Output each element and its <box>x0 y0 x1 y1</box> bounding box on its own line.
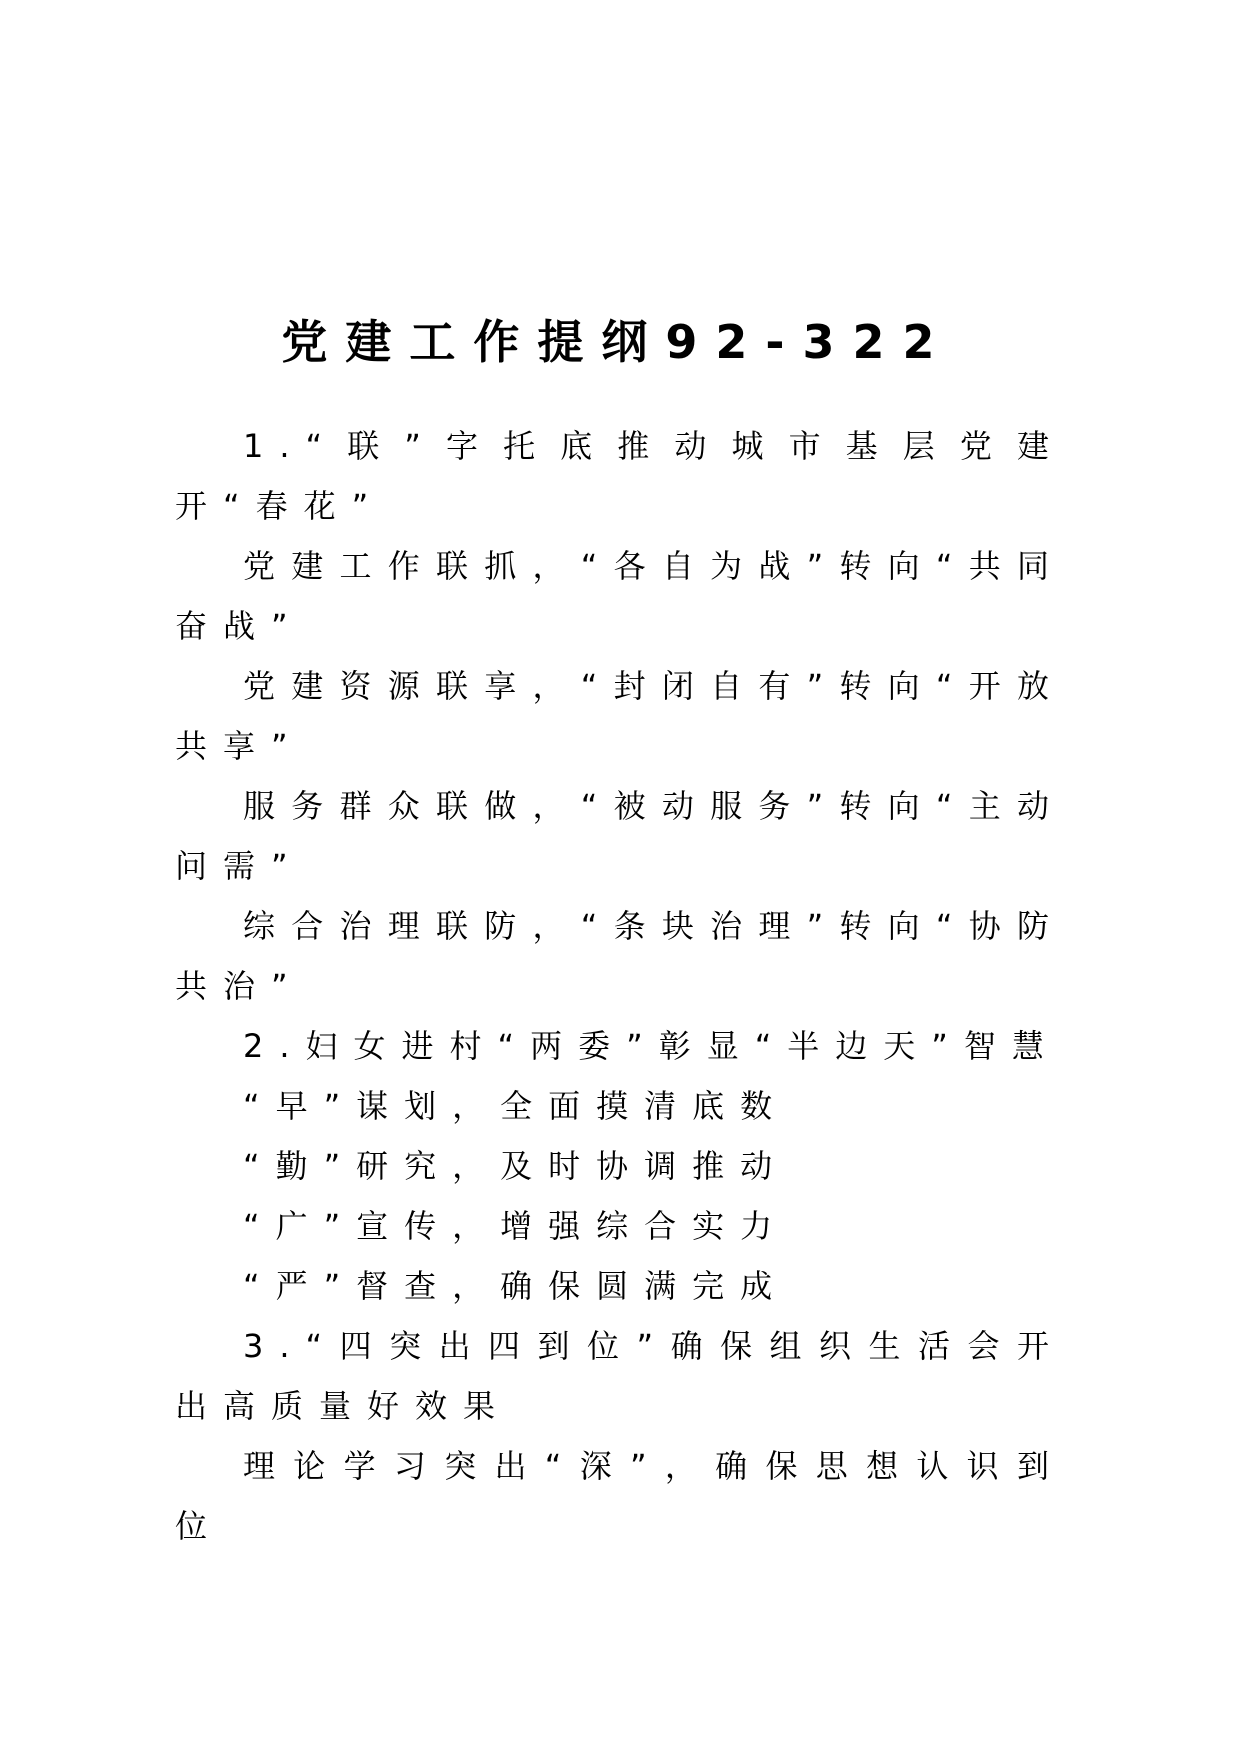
paragraph-11: 3.“四突出四到位”确保组织生活会开出高质量好效果 <box>175 1327 1065 1425</box>
paragraph-1: 1.“联”字托底推动城市基层党建开“春花” <box>175 427 1065 525</box>
document-body <box>175 416 1065 1556</box>
document-title: 党建工作提纲92-322 <box>281 314 953 369</box>
paragraph-4: 服务群众联做，“被动服务”转向“主动问需” <box>175 787 1065 885</box>
paragraph-8: “勤”研究，及时协调推动 <box>243 1147 789 1185</box>
paragraph-9: “广”宣传，增强综合实力 <box>243 1207 789 1245</box>
paragraph-5: 综合治理联防，“条块治理”转向“协防共治” <box>175 907 1065 1005</box>
paragraph-7: “早”谋划，全面摸清底数 <box>243 1087 789 1125</box>
paragraph-6: 2.妇女进村“两委”彰显“半边天”智慧 <box>243 1027 1060 1065</box>
paragraph-3: 党建资源联享，“封闭自有”转向“开放共享” <box>175 667 1065 765</box>
paragraph-12: 理论学习突出“深”，确保思想认识到位 <box>175 1447 1065 1545</box>
paragraph-2: 党建工作联抓，“各自为战”转向“共同奋战” <box>175 547 1065 645</box>
paragraph-10: “严”督查，确保圆满完成 <box>243 1267 789 1305</box>
